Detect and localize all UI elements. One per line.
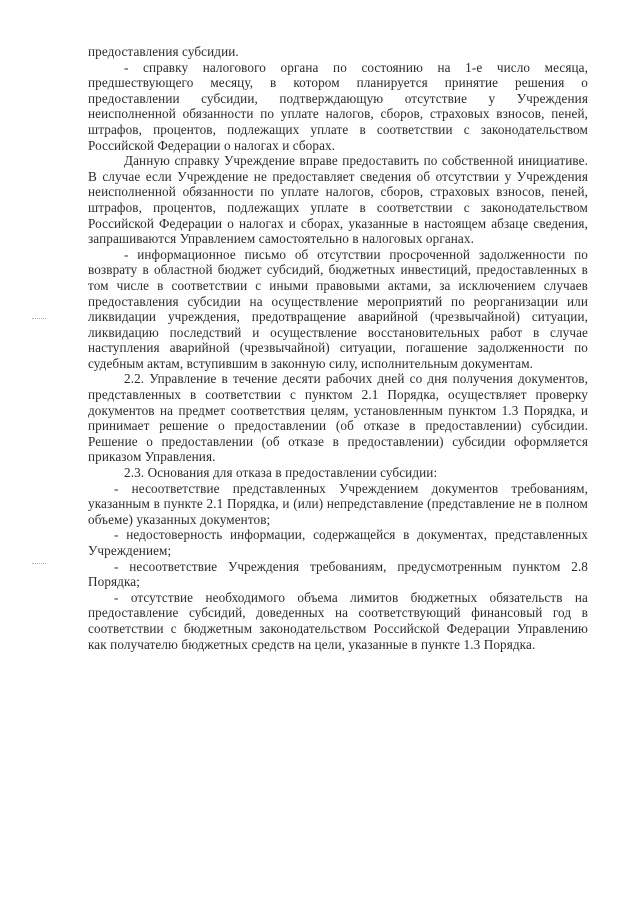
scan-margin-mark <box>32 318 46 321</box>
paragraph: 2.2. Управление в течение десяти рабочих дней со дня получения документов, представленных в соответствии с пунктом 2.1 Порядка, осуществляет проверку документов на предмет соответствия целям, установленным пунктом 1.3 Порядка, и принимает решение о предоставлении (об отказе в предоставлении) субсидии. Решение о предоставлении (об отказе в предоставлении) субсидии оформляется приказом Управления. <box>88 371 588 465</box>
paragraph: Данную справку Учреждение вправе предоставить по собственной инициативе. В случае если Учреждение не предоставляет сведения об отсутствии у Учреждения неисполненной обязанности по уплате налогов, сборов, страховых взносов, пеней, штрафов, процентов, подлежащих уплате в соответствии с законодательством Российской Федерации о налогах и сборах, указанные в настоящем абзаце сведения, запрашиваются Управлением самостоятельно в налоговых органах. <box>88 153 588 247</box>
document-body <box>88 44 588 652</box>
paragraph: - несоответствие представленных Учреждением документов требованиям, указанным в пункте 2.1 Порядка, и (или) непредставление (представление не в полном объеме) указанных документов; <box>88 480 588 527</box>
paragraph: - информационное письмо об отсутствии просроченной задолженности по возврату в областной бюджет субсидий, бюджетных инвестиций, предоставленных в том числе в соответствии с иными правовыми актами, за исключением случаев предоставления субсидии на осуществление мероприятий по реорганизации или ликвидации учреждения, предотвращение аварийной (чрезвычайной) ситуации, ликвидацию последствий и осуществление восстановительных работ в случае наступления аварийной (чрезвычайной) ситуации, погашение задолженности по судебным актам, вступившим в законную силу, исполнительным документам. <box>88 246 588 371</box>
paragraph: - несоответствие Учреждения требованиям, предусмотренным пунктом 2.8 Порядка; <box>88 558 588 590</box>
paragraph: - справку налогового органа по состоянию на 1-е число месяца, предшествующего месяцу, в котором планируется принятие решения о предоставлении субсидии, подтверждающую отсутствие у Учреждения неисполненной обязанности по уплате налогов, сборов, страховых взносов, пеней, штрафов, процентов, подлежащих уплате в соответствии с законодательством Российской Федерации о налогах и сборах. <box>88 59 588 153</box>
paragraph: предоставления субсидии. <box>88 44 239 59</box>
paragraph: - недостоверность информации, содержащейся в документах, представленных Учреждением; <box>88 527 588 558</box>
scan-margin-mark <box>32 563 46 566</box>
paragraph: 2.3. Основания для отказа в предоставлении субсидии: <box>124 465 438 481</box>
paragraph: - отсутствие необходимого объема лимитов бюджетных обязательств на предоставление субсидий, доведенных на соответствующий финансовый год в соответствии с бюджетным законодательством Российской Федерации Управлению как получателю бюджетных средств на цели, указанные в пункте 1.3 Порядка. <box>88 589 588 652</box>
